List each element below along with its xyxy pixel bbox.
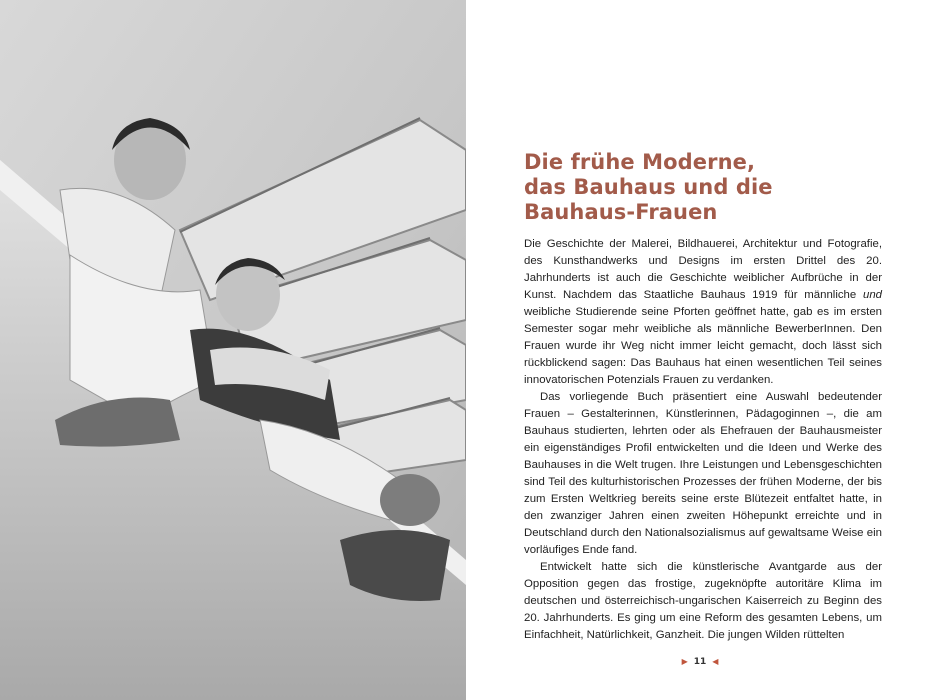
paragraph-1-emphasis: und (862, 289, 882, 301)
paragraph-1 (524, 236, 882, 389)
paragraph-1-part-a: Die Geschichte der Malerei, Bildhauerei, Architektur und Fotografie, des Kunsthandwerks und Designs im ersten Drittel des 20. Jahrhunderts ist auch die Geschichte weiblicher Aufbrüche in der Kunst. Nachdem das Staatliche Bauhaus 1919 für männliche (524, 238, 882, 301)
right-triangle-icon: ▶ (681, 657, 688, 666)
text-page (466, 0, 934, 700)
paragraph-2: Das vorliegende Buch präsentiert eine Auswahl bedeutender Frauen – Gestalterinnen, Künstlerinnen, Pädagoginnen –, die am Bauhaus studierten, lehrten oder als Ehefrauen der Bauhausmeister ein eigenständiges Profil entwickelten und die Ideen und Werke des Bauhauses in die Welt trugen. Ihre Leistungen und Lebensgeschichten sind Teil des kulturhistorischen Prozesses der frühen Moderne, der bis zum Ersten Weltkrieg bereits seine erste Blütezeit entfaltet hatte, in den zwanziger Jahren einen zweiten Höhepunkt erreichte und in Deutschland durch den Nationalsozialismus auf gewaltsame Weise ein vorläufiges Ende fand. (524, 391, 882, 556)
left-triangle-icon: ◀ (712, 657, 719, 666)
heading-line-2: das Bauhaus und die (524, 175, 773, 199)
page-number-footer (466, 657, 934, 667)
paragraph-3: Entwickelt hatte sich die künstlerische Avantgarde aus der Opposition gegen das frostige, zugeknöpfte autoritäre Klima im deutschen und österreichisch-ungarischen Kaiserreich zu Beginn des 20. Jahrhunderts. Es ging um eine Reform des gesamten Lebens, um Einfachheit, Natürlichkeit, Ganzheit. Die jungen Wilden rüttelten (524, 561, 882, 641)
heading-line-3: Bauhaus-Frauen (524, 200, 718, 224)
paragraph-1-part-b: weibliche Studierende seine Pforten geöffnet hatte, gab es im ersten Semester sogar mehr weibliche als männliche BewerberInnen. Den Frauen wurde ihr Weg nicht immer leicht gemacht, doch lässt sich rückblickend sagen: Das Bauhaus hat einen wesentlichen Teil seines innovatorischen Potenzials Frauen zu verdanken. (524, 306, 882, 386)
bauhaus-photograph (0, 0, 466, 700)
page-number: 11 (693, 657, 707, 667)
chapter-heading (524, 150, 884, 225)
heading-line-1: Die frühe Moderne, (524, 150, 756, 174)
body-text (524, 236, 882, 644)
